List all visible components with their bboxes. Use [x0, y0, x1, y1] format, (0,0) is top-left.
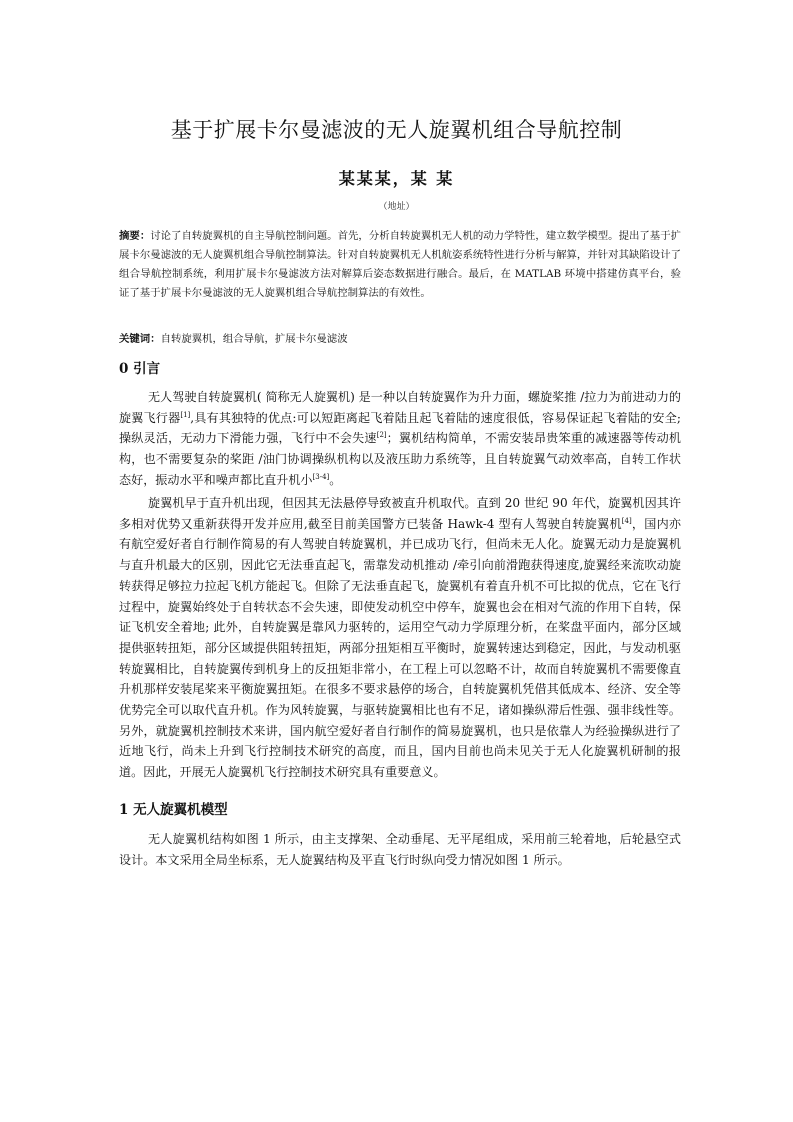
- p2-text-a: 旋翼机早于直升机出现，但因其无法悬停导致被直升机取代。直到 20 世纪 90 年代，旋翼机因其许多相对优势又重新获得开发并应用,截至目前美国警方已装备 Hawk-4 型有人驾驶自转旋翼机: [119, 496, 681, 531]
- citation-1: [1]: [180, 410, 191, 419]
- p1-text-b: ,具有其独特的优点:可以短距离起飞着陆且起飞着陆的速度很低，容易保证起飞着陆的安全;操纵灵活，无动力下滑能力强，飞行中不会失速: [119, 410, 681, 446]
- model-paragraph-1: 无人旋翼机结构如图 1 所示，由主支撑架、全动垂尾、无平尾组成，采用前三轮着地，后轮悬空式设计。本文采用全局坐标系，无人旋翼结构及平直飞行时纵向受力情况如图 1 所示。: [119, 832, 681, 867]
- paper-title: 基于扩展卡尔曼滤波的无人旋翼机组合导航控制: [170, 118, 623, 142]
- keywords: [119, 330, 681, 349]
- keywords-text: 自转旋翼机，组合导航，扩展卡尔曼滤波: [160, 333, 348, 345]
- p1-text-d: 。: [329, 472, 342, 487]
- author-address: （地址）: [378, 202, 415, 212]
- p1-text-a: 无人驾驶自转旋翼机( 简称无人旋翼机) 是一种以自转旋翼作为升力面，螺旋桨推 /拉力为前进动力的旋翼飞行器: [119, 390, 682, 425]
- paper-authors: 某某某，某 某: [338, 169, 455, 188]
- citation-3-4: [3-4]: [312, 472, 330, 481]
- section-heading-model: 1 无人旋翼机模型: [119, 802, 228, 818]
- abstract-label: 摘要：: [119, 230, 151, 242]
- section-heading-introduction: 0 引言: [119, 361, 161, 377]
- p2-text-b: ，国内亦有航空爱好者自行制作简易的有人驾驶自转旋翼机，并已成功飞行，但尚未无人化。旋翼无动力是旋翼机与直升机最大的区别，因此它无法垂直起飞，需靠发动机推动 /牵引向前滑跑获得速度,旋翼经来流吹动旋转获得足够拉力拉起飞机方能起飞。但除了无法垂直起飞，旋翼机有着直升机不可比拟的优点，它在飞行过程中，旋翼始终处于自转状态不会失速，即使发动机空中停车，旋翼也会在相对气流的作用下自转，保证飞机安全着地; 此外，自转旋翼是靠风力驱转的，运用空气动力学原理分析，在桨盘平面内，部分区域提供驱转扭矩，部分区域提供阻转扭矩，两部分扭矩相互平衡时，旋翼转速达到稳定，因此，与发动机驱转旋翼相比，自转旋翼传到机身上的反扭矩非常小，在工程上可以忽略不计，故而自转旋翼机不需要像直升机那样安装尾桨来平衡旋翼扭矩。在很多不要求悬停的场合，自转旋翼机凭借其低成本、经济、安全等优势完全可以取代直升机。作为风转旋翼，与驱转旋翼相比也有不足，诸如操纵滞后性强、强非线性等。另外，就旋翼机控制技术来讲，国内航空爱好者自行制作的简易旋翼机，也只是依靠人为经验操纵进行了近地飞行，尚未上升到飞行控制技术研究的高度，而且，国内目前也尚未见关于无人化旋翼机研制的报道。因此，开展无人旋翼机飞行控制技术研究具有重要意义。: [119, 516, 681, 780]
- citation-2: [2]: [376, 431, 387, 440]
- intro-paragraph-1: [119, 387, 681, 491]
- p1-text-c: ；翼机结构简单，不需安装昂贵笨重的减速器等传动机构，也不需要复杂的桨距 /油门协调操纵机构以及液压助力系统等，且自转旋翼气动效率高，自转工作状态好，振动水平和噪声都比直升机小: [119, 431, 681, 487]
- abstract: [119, 227, 681, 303]
- abstract-text: 讨论了自转旋翼机的自主导航控制问题。首先，分析自转旋翼机无人机的动力学特性，建立数学模型。提出了基于扩展卡尔曼滤波的无人旋翼机组合导航控制算法。针对自转旋翼机无人机航姿系统特性进行分析与解算，并针对其缺陷设计了组合导航控制系统，利用扩展卡尔曼滤波方法对解算后姿态数据进行融合。最后，在 MATLAB 环境中搭建仿真平台，验证了基于扩展卡尔曼滤波的无人旋翼机组合导航控制算法的有效性。: [119, 230, 682, 299]
- intro-paragraph-2: [119, 493, 681, 783]
- keywords-label: 关键词：: [119, 333, 161, 345]
- citation-4: [4]: [621, 516, 632, 525]
